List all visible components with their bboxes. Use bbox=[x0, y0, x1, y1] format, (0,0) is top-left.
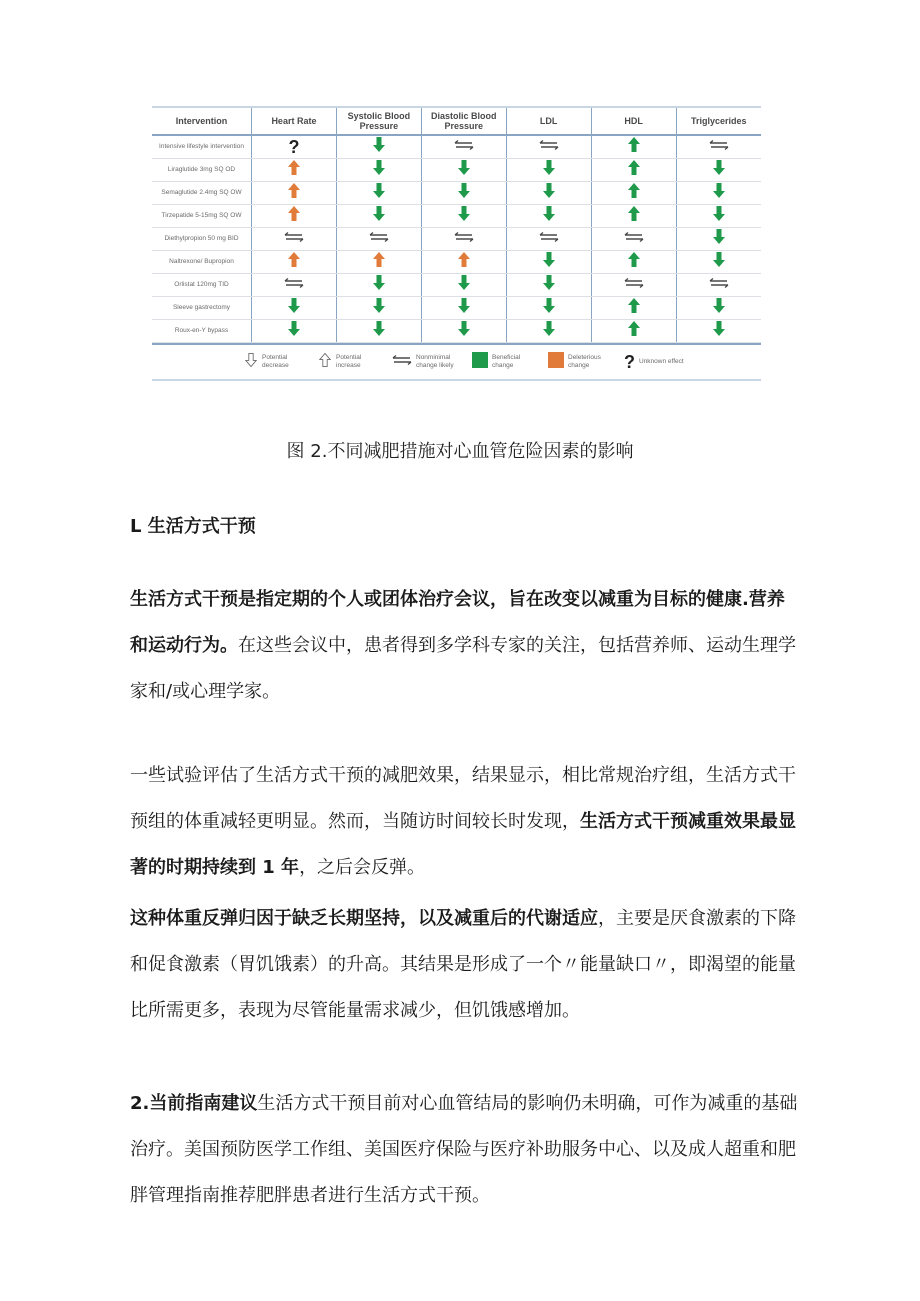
effect-cell bbox=[676, 135, 761, 159]
down-arrow-icon bbox=[371, 324, 387, 341]
down-arrow-icon bbox=[711, 255, 727, 272]
effect-cell bbox=[591, 205, 676, 228]
up-arrow-deleterious-icon bbox=[456, 255, 472, 272]
intervention-label: Naltrexone/ Bupropion bbox=[152, 251, 252, 274]
down-arrow-icon bbox=[711, 301, 727, 318]
question-mark-icon: ? bbox=[288, 136, 300, 157]
paragraph-trials-text-c: ，之后会反弹。 bbox=[299, 857, 426, 878]
paragraph-guidelines-text: 生活方式干预目前对心血管结局的影响仍未明确，可作为减重的基础治疗。美国预防医学工作组、美国医疗保险与医疗补助服务中心、以及成人超重和肥胖管理指南推荐肥胖患者进行生活方式干预。 bbox=[130, 1093, 798, 1206]
effect-cell bbox=[336, 274, 421, 297]
intervention-label: Liraglutide 3mg SQ OD bbox=[152, 159, 252, 182]
legend-item bbox=[548, 352, 614, 373]
effect-cell bbox=[591, 182, 676, 205]
effect-cell bbox=[252, 251, 337, 274]
down-arrow-icon bbox=[286, 324, 302, 341]
effect-cell bbox=[676, 205, 761, 228]
bidirectional-arrow-icon bbox=[284, 276, 304, 293]
effect-cell bbox=[336, 297, 421, 320]
effect-cell bbox=[591, 274, 676, 297]
effect-cell bbox=[336, 182, 421, 205]
down-arrow-icon bbox=[711, 186, 727, 203]
up-arrow-deleterious-icon bbox=[286, 163, 302, 180]
up-arrow-deleterious-icon bbox=[371, 255, 387, 272]
legend-label: Deleterious change bbox=[568, 354, 601, 369]
bidirectional-arrow-icon bbox=[369, 230, 389, 247]
up-arrow-icon bbox=[626, 324, 642, 341]
bidirectional-arrow-icon bbox=[709, 276, 729, 293]
down-arrow-icon bbox=[371, 140, 387, 157]
effect-cell bbox=[421, 205, 506, 228]
bidirectional-arrow-icon bbox=[709, 138, 729, 155]
effect-cell bbox=[676, 320, 761, 343]
column-header: Systolic Blood Pressure bbox=[336, 107, 421, 135]
column-header: Diastolic Blood Pressure bbox=[421, 107, 506, 135]
paragraph-rebound-text: ，主要是厌食激素的下降和促食激素（胃饥饿素）的升高。其结果是形成了一个〃能量缺口〃，即渴望的能量比所需更多，表现为尽管能量需求减少，但饥饿感增加。 bbox=[130, 908, 796, 1021]
effect-cell bbox=[506, 274, 591, 297]
effect-cell bbox=[252, 135, 337, 159]
table-row bbox=[152, 135, 761, 159]
beneficial-swatch-icon bbox=[472, 352, 488, 373]
column-header: LDL bbox=[506, 107, 591, 135]
legend-label: Nonminimal change likely bbox=[416, 354, 454, 369]
paragraph-trials-text-a: 一些试验评估了生活方式干预的减肥效果，结果显示，相比常规治疗组，生活方式干预组的体重减轻更明显。然而，当随访时间较长时发现， bbox=[130, 765, 796, 832]
paragraph-guidelines bbox=[130, 1081, 800, 1219]
effect-cell bbox=[591, 228, 676, 251]
intervention-label: Sleeve gastrectomy bbox=[152, 297, 252, 320]
down-arrow-icon bbox=[541, 278, 557, 295]
effect-cell bbox=[506, 135, 591, 159]
effect-cell bbox=[421, 297, 506, 320]
legend-label: Beneficial change bbox=[492, 354, 521, 369]
deleterious-swatch-icon bbox=[548, 352, 564, 373]
down-arrow-icon bbox=[541, 209, 557, 226]
effect-cell bbox=[421, 228, 506, 251]
bidirectional-arrow-icon bbox=[539, 230, 559, 247]
down-arrow-icon bbox=[371, 278, 387, 295]
effect-cell bbox=[676, 297, 761, 320]
legend-item bbox=[392, 353, 462, 371]
down-arrow-icon bbox=[541, 186, 557, 203]
up-arrow-icon bbox=[626, 209, 642, 226]
legend-label: Potential decrease bbox=[262, 354, 289, 369]
legend-item bbox=[318, 352, 382, 373]
table-row bbox=[152, 274, 761, 297]
effect-cell bbox=[506, 182, 591, 205]
question-mark-icon: ? bbox=[624, 351, 635, 372]
effects-table bbox=[152, 106, 761, 343]
effect-cell bbox=[252, 320, 337, 343]
cardiovascular-effects-figure bbox=[146, 100, 769, 418]
down-arrow-icon bbox=[371, 301, 387, 318]
down-arrow-icon bbox=[541, 255, 557, 272]
effect-cell bbox=[421, 159, 506, 182]
down-arrow-icon bbox=[371, 163, 387, 180]
table-body bbox=[152, 135, 761, 343]
effect-cell bbox=[506, 251, 591, 274]
down-arrow-icon bbox=[711, 232, 727, 249]
table-row bbox=[152, 159, 761, 182]
down-arrow-icon bbox=[541, 163, 557, 180]
down-arrow-icon bbox=[541, 301, 557, 318]
effect-cell bbox=[506, 205, 591, 228]
down-arrow-icon bbox=[456, 186, 472, 203]
paragraph-definition bbox=[130, 577, 800, 715]
paragraph-trials bbox=[130, 753, 800, 891]
table-row bbox=[152, 251, 761, 274]
down-arrow-icon bbox=[456, 301, 472, 318]
effect-cell bbox=[421, 251, 506, 274]
effect-cell bbox=[591, 297, 676, 320]
effect-cell bbox=[421, 274, 506, 297]
intervention-label: Diethylpropion 50 mg BID bbox=[152, 228, 252, 251]
paragraph-trials-bold: 生活方式干预减重效果最显著的时期持续到 1 年 bbox=[130, 811, 796, 878]
bidirectional-arrow-icon bbox=[539, 138, 559, 155]
effect-cell bbox=[252, 205, 337, 228]
intervention-label: Roux-en-Y bypass bbox=[152, 320, 252, 343]
table-row bbox=[152, 205, 761, 228]
effect-cell bbox=[336, 135, 421, 159]
effect-cell bbox=[591, 251, 676, 274]
up-arrow-deleterious-icon bbox=[286, 209, 302, 226]
effect-cell bbox=[676, 251, 761, 274]
potential-decrease-icon bbox=[244, 352, 258, 373]
down-arrow-icon bbox=[541, 324, 557, 341]
table-row bbox=[152, 228, 761, 251]
intervention-label: Tirzepatide 5-15mg SQ OW bbox=[152, 205, 252, 228]
intervention-label: Semaglutide 2.4mg SQ OW bbox=[152, 182, 252, 205]
bidirectional-arrow-icon bbox=[454, 138, 474, 155]
effect-cell bbox=[676, 228, 761, 251]
bidirectional-arrow-icon bbox=[284, 230, 304, 247]
effect-cell bbox=[676, 182, 761, 205]
intervention-label: Intensive lifestyle intervention bbox=[152, 135, 252, 159]
paragraph-rebound bbox=[130, 896, 800, 1034]
effect-cell bbox=[252, 297, 337, 320]
figure-caption: 图 2.不同减肥措施对心血管危险因素的影响 bbox=[286, 441, 634, 462]
effect-cell bbox=[591, 320, 676, 343]
down-arrow-icon bbox=[711, 163, 727, 180]
effect-cell bbox=[252, 182, 337, 205]
effect-cell bbox=[252, 159, 337, 182]
down-arrow-icon bbox=[711, 209, 727, 226]
column-header: Triglycerides bbox=[676, 107, 761, 135]
bidirectional-arrow-icon bbox=[392, 353, 412, 371]
down-arrow-icon bbox=[286, 301, 302, 318]
effect-cell bbox=[506, 228, 591, 251]
effect-cell bbox=[506, 159, 591, 182]
effect-cell bbox=[591, 135, 676, 159]
effect-cell bbox=[421, 320, 506, 343]
down-arrow-icon bbox=[456, 209, 472, 226]
table-header-row bbox=[152, 107, 761, 135]
up-arrow-icon bbox=[626, 186, 642, 203]
effect-cell bbox=[421, 182, 506, 205]
effect-cell bbox=[336, 228, 421, 251]
down-arrow-icon bbox=[456, 278, 472, 295]
down-arrow-icon bbox=[456, 163, 472, 180]
up-arrow-deleterious-icon bbox=[286, 186, 302, 203]
table-row bbox=[152, 297, 761, 320]
paragraph-definition-bold: 生活方式干预是指定期的个人或团体治疗会议，旨在改变以减重为目标的健康.营养和运动行为。 bbox=[130, 589, 785, 656]
paragraph-rebound-bold: 这种体重反弹归因于缺乏长期坚持，以及减重后的代谢适应 bbox=[130, 908, 598, 929]
effect-cell bbox=[676, 274, 761, 297]
table-row bbox=[152, 182, 761, 205]
column-header: HDL bbox=[591, 107, 676, 135]
effect-cell bbox=[591, 159, 676, 182]
column-header: Heart Rate bbox=[252, 107, 337, 135]
paragraph-definition-text: 在这些会议中，患者得到多学科专家的关注，包括营养师、运动生理学家和/或心理学家。 bbox=[130, 635, 796, 702]
effect-cell bbox=[336, 320, 421, 343]
legend-item bbox=[472, 352, 538, 373]
effect-cell bbox=[336, 251, 421, 274]
table-row bbox=[152, 320, 761, 343]
bidirectional-arrow-icon bbox=[454, 230, 474, 247]
effect-cell bbox=[676, 159, 761, 182]
effect-cell bbox=[336, 159, 421, 182]
column-header: Intervention bbox=[152, 107, 252, 135]
effect-cell bbox=[506, 297, 591, 320]
section-heading-guidelines: 2.当前指南建议 bbox=[130, 1093, 258, 1114]
bidirectional-arrow-icon bbox=[624, 276, 644, 293]
down-arrow-icon bbox=[711, 324, 727, 341]
up-arrow-icon bbox=[626, 301, 642, 318]
legend-item bbox=[244, 352, 308, 373]
effect-cell bbox=[506, 320, 591, 343]
bidirectional-arrow-icon bbox=[624, 230, 644, 247]
intervention-label: Orlistat 120mg TID bbox=[152, 274, 252, 297]
potential-increase-icon bbox=[318, 352, 332, 373]
up-arrow-icon bbox=[626, 163, 642, 180]
down-arrow-icon bbox=[371, 209, 387, 226]
up-arrow-icon bbox=[626, 255, 642, 272]
legend-label: Unknown effect bbox=[639, 358, 684, 365]
figure-legend bbox=[152, 343, 761, 381]
effect-cell bbox=[252, 274, 337, 297]
effect-cell bbox=[421, 135, 506, 159]
legend-label: Potential increase bbox=[336, 354, 362, 369]
up-arrow-deleterious-icon bbox=[286, 255, 302, 272]
legend-item bbox=[624, 352, 685, 373]
section-heading-lifestyle: L 生活方式干预 bbox=[130, 516, 256, 537]
effect-cell bbox=[252, 228, 337, 251]
down-arrow-icon bbox=[456, 324, 472, 341]
up-arrow-icon bbox=[626, 140, 642, 157]
effect-cell bbox=[336, 205, 421, 228]
down-arrow-icon bbox=[371, 186, 387, 203]
